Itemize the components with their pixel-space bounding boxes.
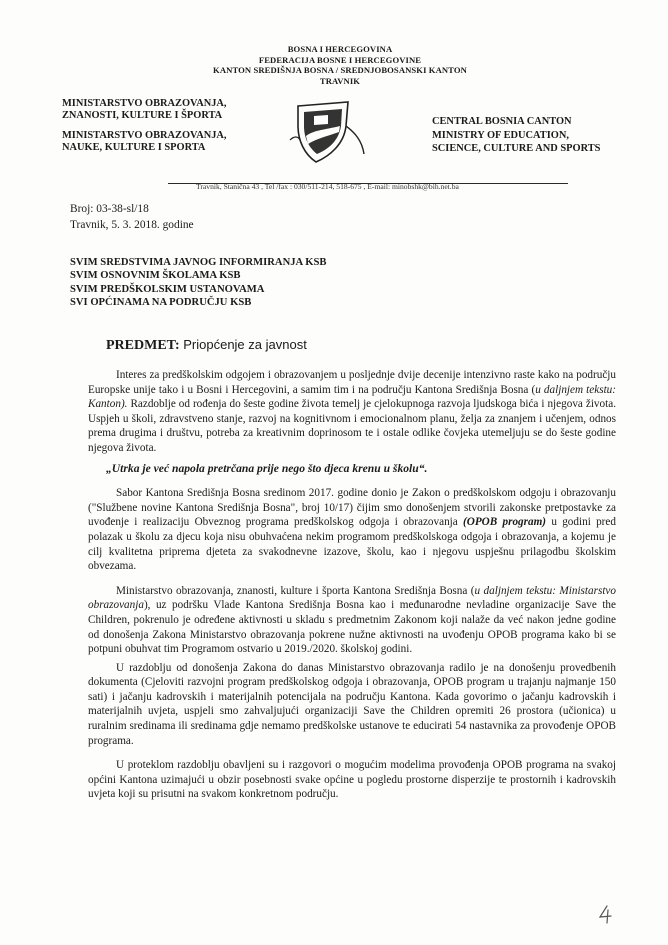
handwritten-page-number bbox=[596, 904, 616, 924]
contact-info: Travnik, Stanična 43 , Tel /fax : 030/511-214, 518-675 , E-mail: minobshk@bih.net.ba bbox=[196, 182, 459, 191]
ministry-line: MINISTARSTVO OBRAZOVANJA, bbox=[62, 130, 227, 141]
header-city: TRAVNIK bbox=[319, 75, 361, 86]
paragraph-4: U razdoblju od donošenja Zakona do danas Ministarstvo obrazovanja radilo je na donošenju provedbenih dokumenta (Cjeloviti razvojni program predškolskog odgoja i obrazovanja, OPOB program u trajanju najmanje 150 sati) i jačanju kadrovskih i materijalnih potencijala na području Kantona. Kada govorimo o jačanju kadrovskih i materijalnih uvjeta, uspjeli smo zahvaljujući organizaciji Save the Children opremiti 26 prostora (učionica) u ruralnim sredinama ili sredinama gdje nemamo predškolske ustanove te educirati 54 nastavnika za provođenje OPOB programa. bbox=[88, 661, 616, 747]
header-right bbox=[432, 115, 632, 156]
paragraph-1 bbox=[88, 368, 616, 456]
ministry-name-bosnian bbox=[62, 130, 262, 154]
header-country: BOSNA I HERCEGOVINA bbox=[287, 44, 393, 54]
subject-text: Priopćenje za javnost bbox=[179, 337, 307, 352]
header-left bbox=[62, 98, 262, 154]
recipient: SVIM SREDSTVIMA JAVNOG INFORMIRANJA KSB bbox=[70, 257, 327, 268]
text-run-bold: (OPOB program) bbox=[463, 516, 547, 529]
text-run-italic: u daljnjem tekstu: Kanton). bbox=[88, 383, 616, 411]
document-date: Travnik, 5. 3. 2018. godine bbox=[70, 218, 194, 231]
ministry-line: MINISTARSTVO OBRAZOVANJA, bbox=[62, 98, 227, 109]
recipient: SVIM OSNOVNIM ŠKOLAMA KSB bbox=[70, 270, 241, 282]
quote: „Utrka je već napola pretrčana prije nego što djeca krenu u školu“. bbox=[106, 461, 428, 475]
text-run: Interes za predškolskim odgojem i obrazovanjem u posljednje dvije decenije intenzivno raste kako na području Europske unije tako i u Bosni i Hercegovini, a samim tim i na području Kantona Središnja Bosna ( bbox=[88, 369, 616, 396]
canton-crest-icon bbox=[284, 96, 370, 174]
text-run: ), uz podršku Vlade Kantona Središnja Bosna kao i međunarodne nevladine organizacije Save the Children, pokrenulo je određene aktivnosti u skladu s predmetnim Zakonom koji nalaže da već nakon jedne godine od donošenja Zakona Ministarstvo obrazovanja pokrene nužne aktivnosti na uvođenju OPOB programa kako bi se potpuni obuhvat tim Programom ostvario u 2019./2020. školskoj godini. bbox=[88, 599, 616, 656]
document-body bbox=[88, 368, 616, 802]
reference-number: Broj: 03-38-sl/18 bbox=[70, 203, 149, 215]
recipients-list bbox=[70, 256, 326, 310]
recipient: SVIM PREDŠKOLSKIM USTANOVAMA bbox=[70, 283, 265, 295]
recipient: SVI OPĆINAMA NA PODRUČJU KSB bbox=[70, 297, 252, 309]
text-run: Ministarstvo obrazovanja, znanosti, kulture i športa Kantona Središnja Bosna ( bbox=[116, 584, 475, 597]
header-center bbox=[170, 44, 510, 86]
ministry-english-line: SCIENCE, CULTURE AND SPORTS bbox=[432, 143, 601, 155]
paragraph-3 bbox=[88, 584, 616, 657]
subject-label: PREDMET: bbox=[106, 338, 180, 353]
paragraph-5: U proteklom razdoblju obavljeni su i razgovori o mogućim modelima provođenja OPOB programa na svakoj općini Kantona uzimajući u obzir posebnosti svake općine u pogledu prostorne disperzije te prostornih i kadrovskih uvjeta koji su prisutni na svakom konkretnom području. bbox=[88, 759, 616, 801]
ministry-line: NAUKE, KULTURE I SPORTA bbox=[62, 142, 206, 153]
paragraph-2 bbox=[88, 486, 616, 574]
document-meta bbox=[70, 202, 194, 233]
canton-english: CENTRAL BOSNIA CANTON bbox=[432, 116, 572, 127]
header-federation: FEDERACIJA BOSNE I HERCEGOVINE bbox=[258, 54, 422, 65]
text-run: u godini pred polazak u školu za djecu koja nisu obuhvaćena nekim programom predškolskoga odgoja i obrazovanja, a kojemu je cilj kvalitetna priprema djeteta za svakodnevne izazove, školu, kao i njegovu uspješnu prilagodbu školskim obvezama. bbox=[88, 516, 616, 573]
header-canton: KANTON SREDIŠNJA BOSNA / SREDNJOBOSANSKI KANTON bbox=[213, 65, 467, 76]
ministry-name-croatian bbox=[62, 98, 262, 122]
subject-line bbox=[106, 337, 307, 354]
text-run-italic: u daljnjem tekstu: Ministarstvo obrazovanja bbox=[88, 584, 616, 612]
text-run: Sabor Kantona Središnja Bosna sredinom 2017. godine donio je Zakon o predškolskom odgoju i obrazovanju ("Službene novine Kantona Središnja Bosna", broj 10/17) čijim smo donošenjem stvorili zakonske pretpostavke za uvođenje i realizaciju Obveznog programa predškolskog odgoja i obrazovanja bbox=[88, 487, 616, 529]
ministry-english-line: MINISTRY OF EDUCATION, bbox=[432, 129, 569, 141]
text-run: Razdoblje od rođenja do šeste godine života temelj je cjelokupnoga razvoja ljudskoga bića i njegova života. Uspjeh u školi, zdravstveno stanje, razvoj na kognitivnom i emocionalnom planu, želja za znanjem i učenjem, odnos prema drugima i društvu, potreba za kreativnim doprinosom te i ostale odlike čovjeka utemeljuju se do šeste godine njegova života. bbox=[88, 398, 616, 454]
ministry-line: ZNANOSTI, KULTURE I ŠPORTA bbox=[62, 110, 223, 121]
